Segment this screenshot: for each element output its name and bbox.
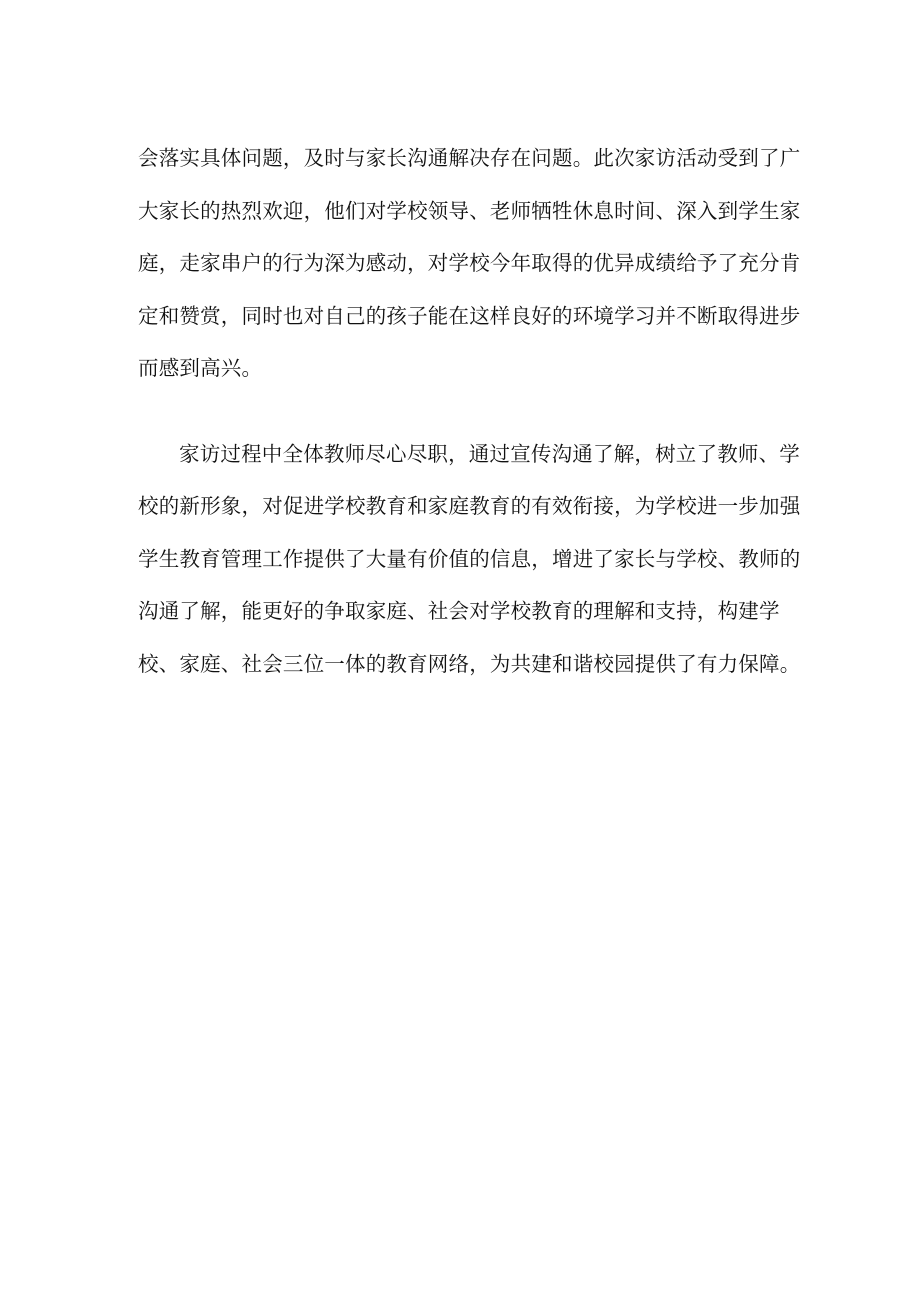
paragraph-1-line-2: 大家长的热烈欢迎，他们对学校领导、老师牺牲休息时间、深入到学生家 (138, 198, 801, 223)
paragraph-2-line-1: 家访过程中全体教师尽心尽职，通过宣传沟通了解，树立了教师、学 (179, 441, 800, 466)
paragraph-1-line-5: 而感到高兴。 (138, 356, 263, 380)
paragraph-2 (138, 428, 801, 691)
paragraph-1-line-3: 庭，走家串户的行为深为感动，对学校今年取得的优异成绩给予了充分肯 (138, 251, 801, 275)
paragraph-1 (138, 132, 801, 395)
paragraph-1-line-4: 定和赞赏，同时也对自己的孩子能在这样良好的环境学习并不断取得进步 (138, 303, 801, 328)
paragraph-spacing (138, 395, 788, 428)
paragraph-2-line-4: 沟通了解，能更好的争取家庭、社会对学校教育的理解和支持，构建学 (138, 599, 780, 623)
paragraph-2-line-3: 学生教育管理工作提供了大量有价值的信息，增进了家长与学校、教师的 (138, 546, 801, 571)
paragraph-2-line-5: 校、家庭、社会三位一体的教育网络，为共建和谐校园提供了有力保障。 (138, 651, 801, 676)
paragraph-1-line-1: 会落实具体问题，及时与家长沟通解决存在问题。此次家访活动受到了广 (138, 146, 801, 170)
document-body (138, 132, 801, 690)
paragraph-2-line-2: 校的新形象，对促进学校教育和家庭教育的有效衔接，为学校进一步加强 (138, 494, 801, 518)
